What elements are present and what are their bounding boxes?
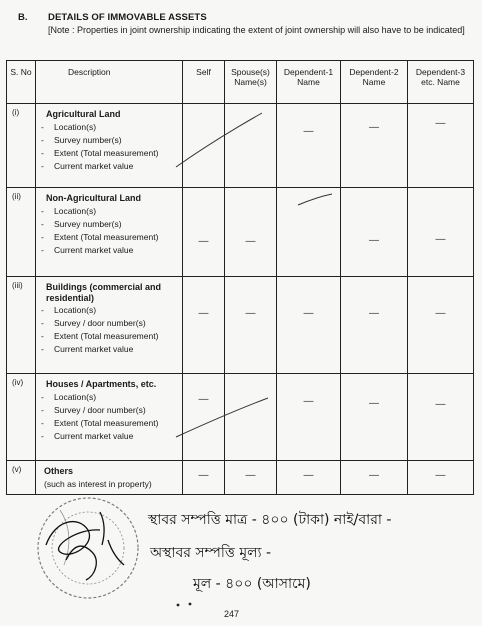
header-spouse: Spouse(s) Name(s) [225,61,277,104]
dash-mark: — [245,308,256,319]
dash-mark: — [198,470,209,481]
dash-mark: — [369,122,379,133]
row-item: - Location(s) [36,305,166,315]
row-item: - Survey / door number(s) [36,405,172,415]
row-sno: (ii) [7,188,36,277]
dash-mark: — [435,399,446,410]
handwritten-line-2: অস্থাবর সম্পত্তি মূল্য - [150,545,272,561]
handwritten-line-3: মূল - ৪০০ (আসামে) [193,576,311,592]
handwritten-line-1: স্থাবর সম্পত্তি মাত্র - ৪০০ (টাকা) নাই/বারা - [148,512,392,528]
row-sno: (iii) [7,277,36,374]
row-category: Agricultural Land [46,109,121,119]
strike-mark [298,194,332,205]
row-item: - Location(s) [36,122,166,132]
dash-mark: — [245,470,256,481]
row-item: - Survey number(s) [36,219,166,229]
row-item: - Survey / door number(s) [36,318,172,328]
strike-mark [176,113,262,167]
row-category: Buildings (commercial and residential) [46,282,162,303]
row-item: - Extent (Total measurement) [36,418,166,428]
signature [46,512,124,580]
section-title: DETAILS OF IMMOVABLE ASSETS [48,12,207,23]
row-sno: (i) [7,104,36,188]
dash-mark: — [303,126,314,137]
header-sno: S. No [7,61,36,104]
dash-mark: — [198,308,209,319]
row-category: Others [44,466,74,476]
section-letter: B. [18,12,28,23]
header-dependent-1: Dependent-1 Name [277,61,341,104]
strike-mark [176,398,268,437]
header-description: Description [36,61,183,104]
dash-mark: — [198,236,209,247]
dash-mark: — [245,236,256,247]
dash-mark: — [369,398,379,409]
dash-mark: — [303,470,314,481]
dash-mark: — [435,234,446,245]
dash-mark: — [435,308,446,319]
row-item: - Current market value [36,431,166,441]
row-item: - Extent (Total measurement) [36,232,166,242]
row-item: - Current market value [36,344,166,354]
dash-mark: — [198,394,209,405]
row-item: - Current market value [36,245,166,255]
page-number: 247 [224,609,240,619]
row-item: - Extent (Total measurement) [36,331,166,341]
row-item: - Survey number(s) [36,135,166,145]
dash-mark: — [369,470,379,481]
row-sno: (iv) [7,374,36,461]
row-category: Non-Agricultural Land [46,193,141,203]
section-note: [Note : Properties in joint ownership indicating the extent of joint ownership will also have to be indicated] [48,25,465,35]
dash-mark: — [303,308,314,319]
dash-mark: — [435,118,446,129]
row-item: - Extent (Total measurement) [36,148,166,158]
header-dependent-2: Dependent-2 Name [341,61,408,104]
row-subtitle: (such as interest in property) [44,478,152,489]
row-item: - Location(s) [36,206,166,216]
row-category: Houses / Apartments, etc. [46,379,157,389]
header-dependent-3: Dependent-3 etc. Name [408,61,474,104]
dash-mark: — [303,396,314,407]
row-sno: (v) [7,461,36,495]
dash-mark: — [435,470,446,481]
header-self: Self [183,61,225,104]
row-item: - Current market value [36,161,166,171]
dash-mark: — [369,235,379,246]
row-item: - Location(s) [36,392,166,402]
dash-mark: — [369,308,379,319]
